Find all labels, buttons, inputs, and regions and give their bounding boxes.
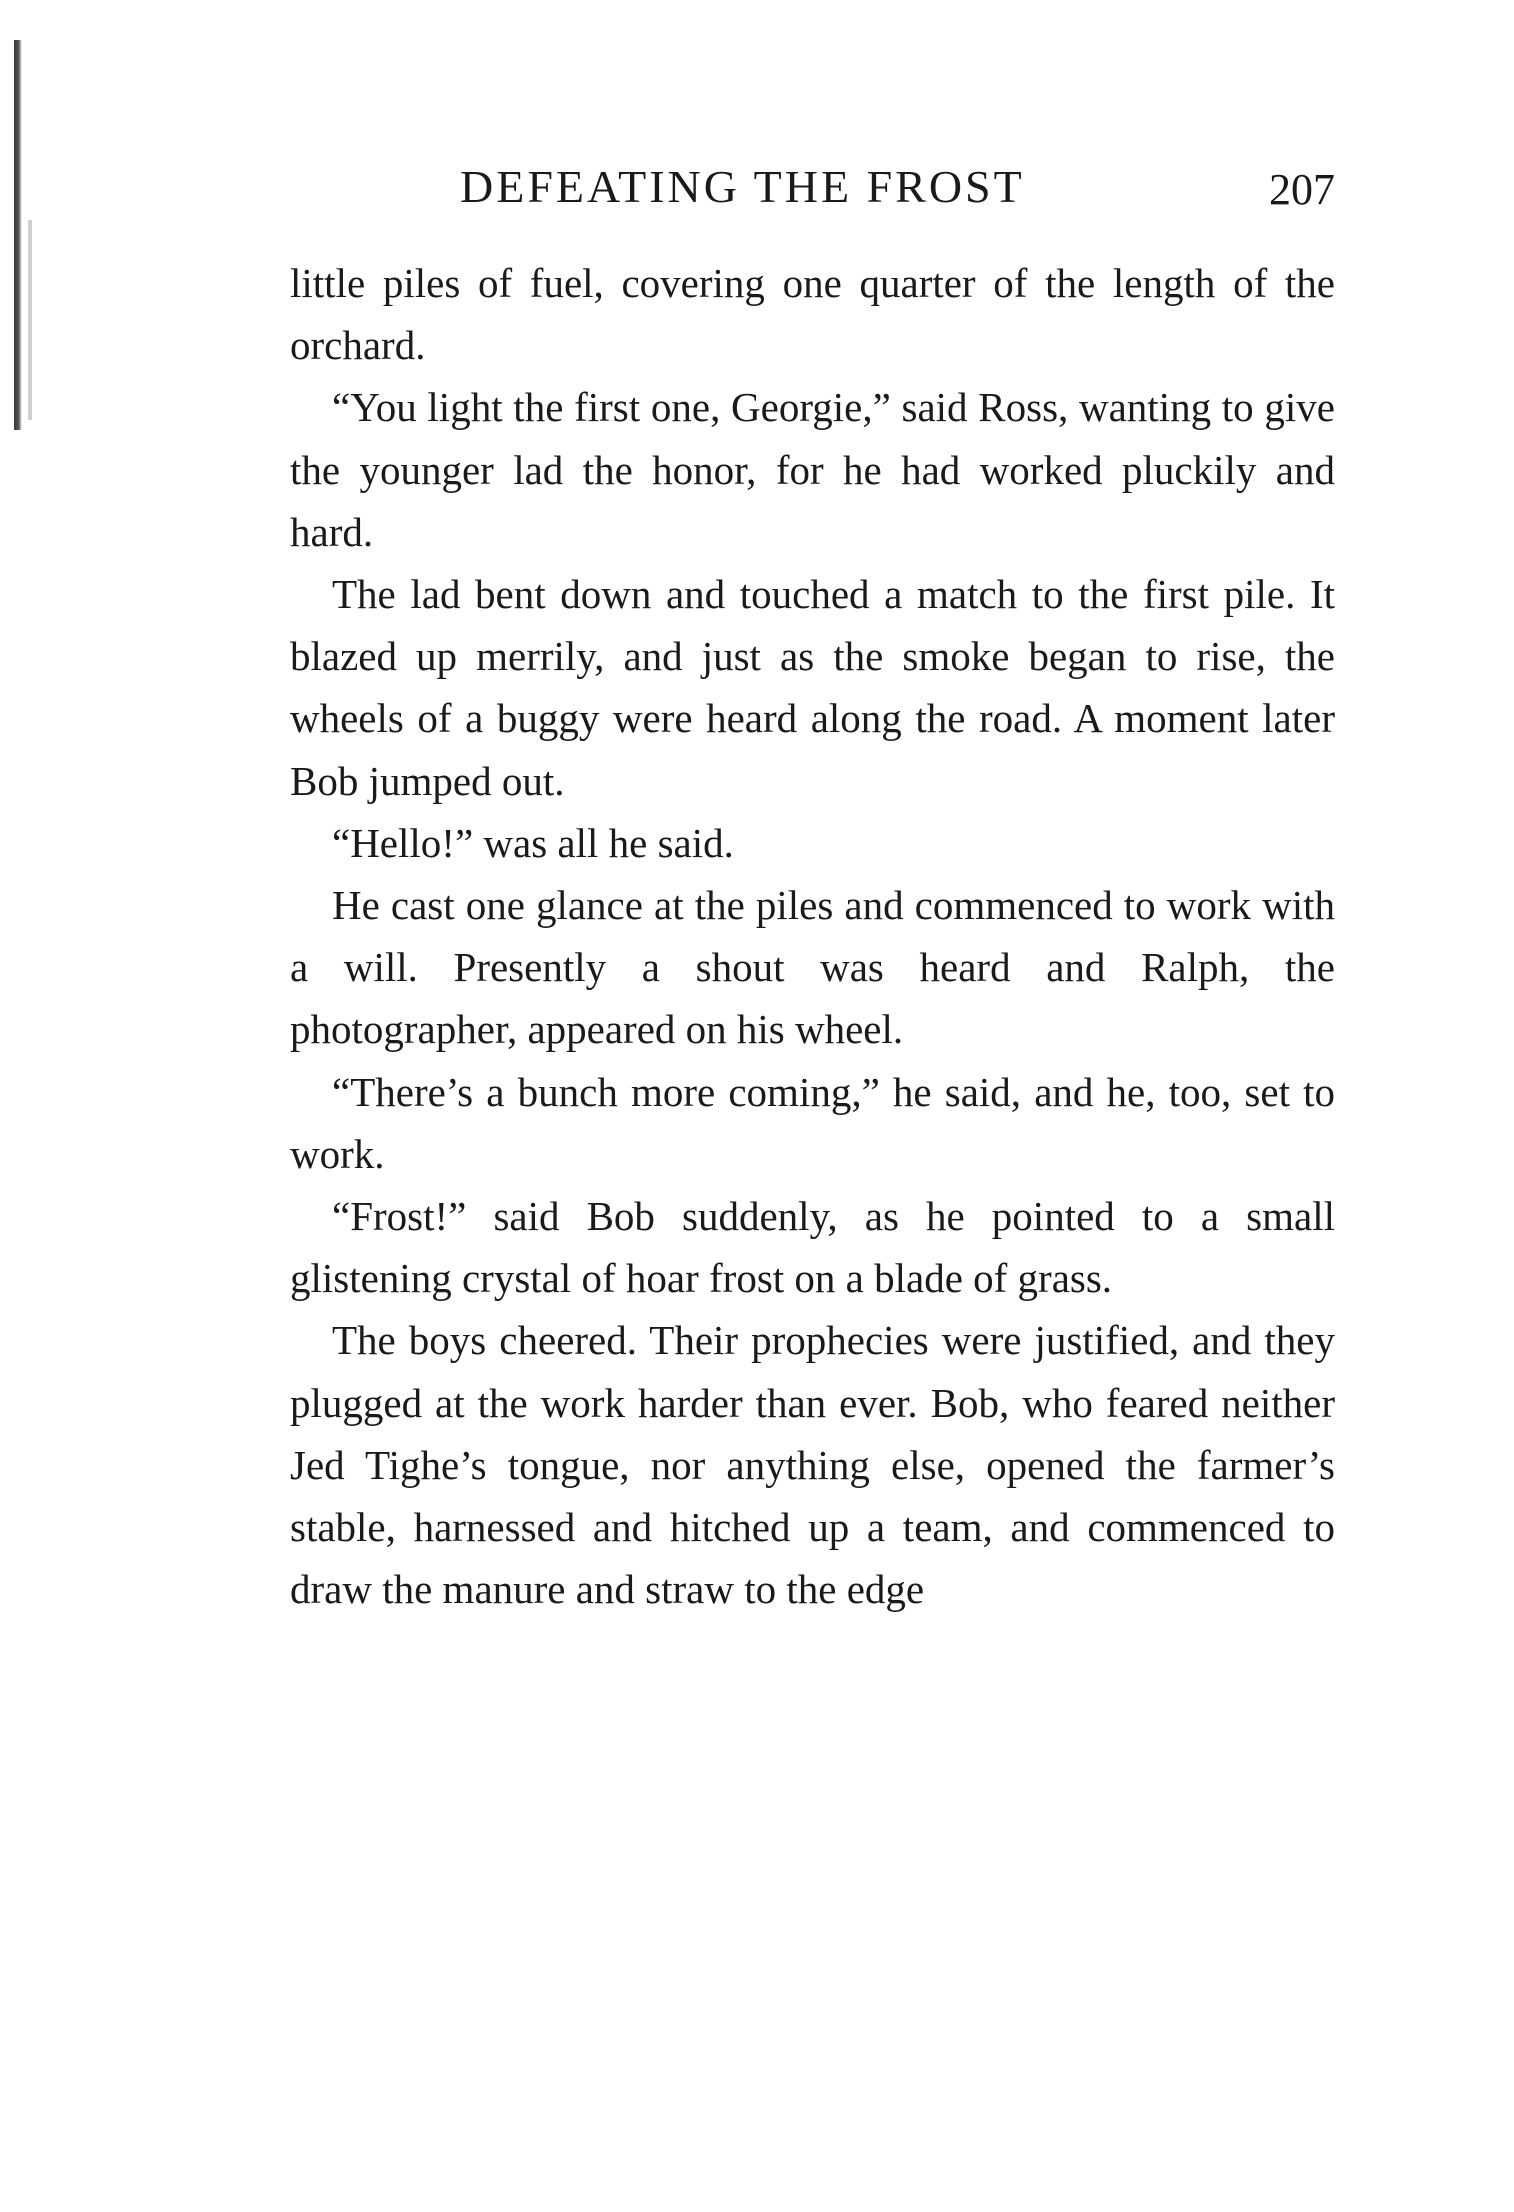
binding-shadow-secondary — [28, 220, 32, 420]
paragraph: He cast one glance at the piles and commenced to work with a will. Presently a shout was heard and Ralph, the photographer, appeared on his wheel. — [290, 882, 1335, 1053]
paragraph: “There’s a bunch more coming,” he said, and he, too, set to work. — [290, 1068, 1335, 1177]
paragraph: “You light the first one, Georgie,” said Ross, wanting to give the younger lad the honor, for he had worked pluckily and hard. — [290, 384, 1335, 555]
page-number: 207 — [1269, 165, 1335, 214]
running-header — [290, 160, 1335, 220]
paragraph: “Frost!” said Bob suddenly, as he pointed to a small glistening crystal of hoar frost on a blade of grass. — [290, 1193, 1335, 1302]
paragraph: The lad bent down and touched a match to the first pile. It blazed up merrily, and just as the smoke began to rise, the wheels of a buggy were heard along the road. A moment later Bob jumped out. — [290, 571, 1335, 804]
paragraph: “Hello!” was all he said. — [332, 819, 734, 866]
binding-shadow — [14, 40, 22, 430]
paragraph: The boys cheered. Their prophecies were justified, and they plugged at the work harder than ever. Bob, who feared neither Jed Tighe’s tongue, nor anything else, opened the farmer’s stable, harnessed and hitched up a team, and commenced to draw the manure and straw to the edge — [290, 1317, 1335, 1613]
running-title: DEFEATING THE FROST — [460, 161, 1025, 212]
paragraph: little piles of fuel, covering one quarter of the length of the orchard. — [290, 260, 1335, 369]
body-text — [290, 252, 1335, 1620]
